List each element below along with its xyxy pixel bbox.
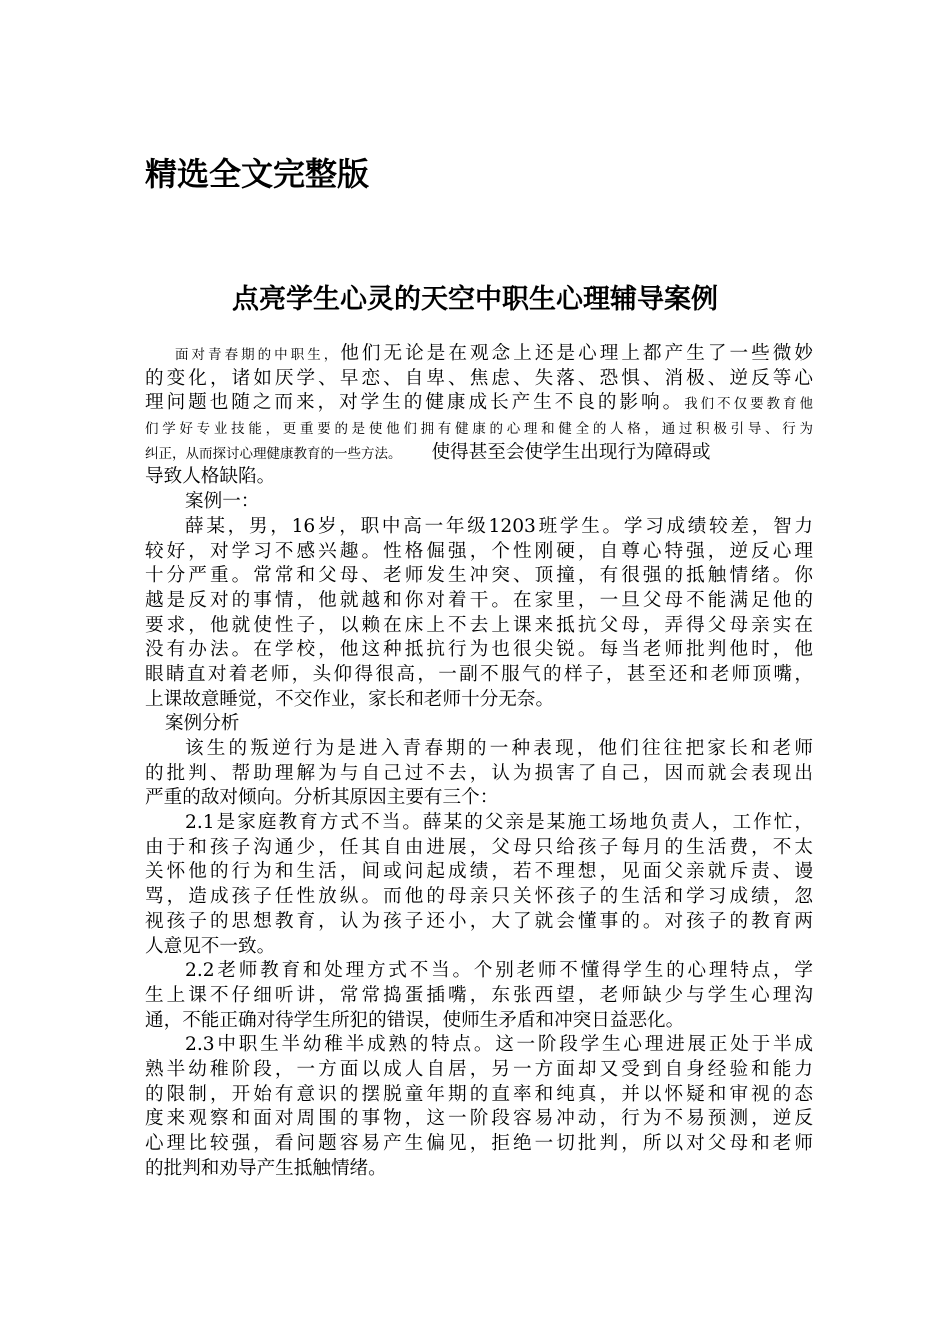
intro-line — [145, 342, 813, 367]
article-body — [145, 342, 813, 1181]
case1-line: 十分严重。常常和父母、老师发生冲突、顶撞，有很强的抵触情绪。你 — [145, 565, 813, 587]
intro-line — [145, 441, 813, 466]
case1-line: 要求，他就使性子，以赖在床上不去上课来抵抗父母，弄得父母亲实在 — [145, 614, 813, 636]
intro-line: 的变化，诸如厌学、早恋、自卑、焦虑、失落、恐惧、消极、逆反等心 — [145, 367, 813, 389]
reason1-line: 人意见不一致。 — [145, 935, 276, 957]
reason2-line: 2.2老师教育和处理方式不当。个别老师不懂得学生的心理特点，学 — [185, 960, 813, 982]
reason1-line: 关怀他的行为和生活，间或问起成绩，若不理想，见面父亲就斥责、谩 — [145, 861, 813, 883]
case1-heading: 案例一： — [185, 491, 260, 513]
case1-line: 薛某，男，16岁，职中高一年级1203班学生。学习成绩较差，智力 — [185, 515, 813, 537]
reason2-line: 生上课不仔细听讲，常常捣蛋插嘴，东张西望，老师缺少与学生心理沟 — [145, 984, 813, 1006]
reason1-line: 由于和孩子沟通少，任其自由进展，父母只给孩子每月的生活费，不太 — [145, 836, 813, 858]
intro-fragment: 们学好专业技能，更重要的是使他们拥有健康的心理和健全的人格，通过积极引导、行为 — [145, 421, 813, 438]
reason1-line: 视孩子的思想教育，认为孩子还小，大了就会懂事的。对孩子的教育两 — [145, 910, 813, 932]
intro-fragment: 使得甚至会使学生出现行为障碍或 — [431, 441, 711, 463]
intro-fragment: 纠正，从而探讨心理健康教育的一些方法。 — [145, 445, 402, 462]
banner-heading: 精选全文完整版 — [145, 155, 370, 193]
intro-line — [145, 391, 813, 416]
intro-fragment: 面对青春期的中职生， — [175, 347, 341, 363]
analysis-line: 严重的敌对倾向。分析其原因主要有三个： — [145, 787, 499, 809]
reason1-line: 2.1是家庭教育方式不当。薛某的父亲是某施工场地负责人，工作忙， — [185, 812, 813, 834]
reason3-line: 心理比较强，看问题容易产生偏见，拒绝一切批判，所以对父母和老师 — [145, 1133, 813, 1154]
intro-fragment: 我们不仅要教育他 — [684, 396, 813, 413]
analysis-line: 的批判、帮助理解为与自己过不去，认为损害了自己，因而就会表现出 — [145, 762, 813, 784]
article-title: 点亮学生心灵的天空中职生心理辅导案例 — [232, 284, 718, 315]
reason3-line: 熟半幼稚阶段，一方面以成人自居，另一方面却又受到自身经验和能力 — [145, 1058, 813, 1080]
reason2-line: 通，不能正确对待学生所犯的错误，使师生矛盾和冲突日益恶化。 — [145, 1009, 685, 1031]
reason3-line: 的批判和劝导产生抵触情绪。 — [145, 1157, 387, 1179]
reason3-line: 的限制，开始有意识的摆脱童年期的直率和纯真，并以怀疑和审视的态 — [145, 1083, 813, 1105]
analysis-line: 该生的叛逆行为是进入青春期的一种表现，他们往往把家长和老师 — [185, 738, 813, 759]
case1-line: 较好，对学习不感兴趣。性格倔强，个性刚硬，自尊心特强，逆反心理 — [145, 540, 813, 562]
intro-fragment: 他们无论是在观念上还是心理上都产生了一些微妙 — [340, 343, 814, 364]
case1-line: 上课故意睡觉，不交作业，家长和老师十分无奈。 — [145, 688, 555, 710]
reason1-line: 骂，造成孩子任性放纵。而他的母亲只关怀孩子的生活和学习成绩，忽 — [145, 886, 813, 908]
reason3-line: 度来观察和面对周围的事物，这一阶段容易冲动，行为不易预测，逆反 — [145, 1108, 813, 1130]
case1-line: 眼睛直对着老师，头仰得很高，一副不服气的样子，甚至还和老师顶嘴， — [145, 663, 813, 685]
reason3-line: 2.3中职生半幼稚半成熟的特点。这一阶段学生心理进展正处于半成 — [185, 1034, 813, 1056]
intro-line: 导致人格缺陷。 — [145, 466, 276, 488]
intro-line — [145, 416, 813, 441]
analysis-heading: 案例分析 — [165, 713, 240, 735]
case1-line: 没有办法。在学校，他这种抵抗行为也很尖锐。每当老师批判他时，他 — [145, 639, 813, 661]
intro-fragment: 理问题也随之而来，对学生的健康成长产生不良的影响。 — [145, 392, 685, 414]
case1-line: 越是反对的事情，他就越和你对着干。在家里，一旦父母不能满足他的 — [145, 589, 813, 611]
